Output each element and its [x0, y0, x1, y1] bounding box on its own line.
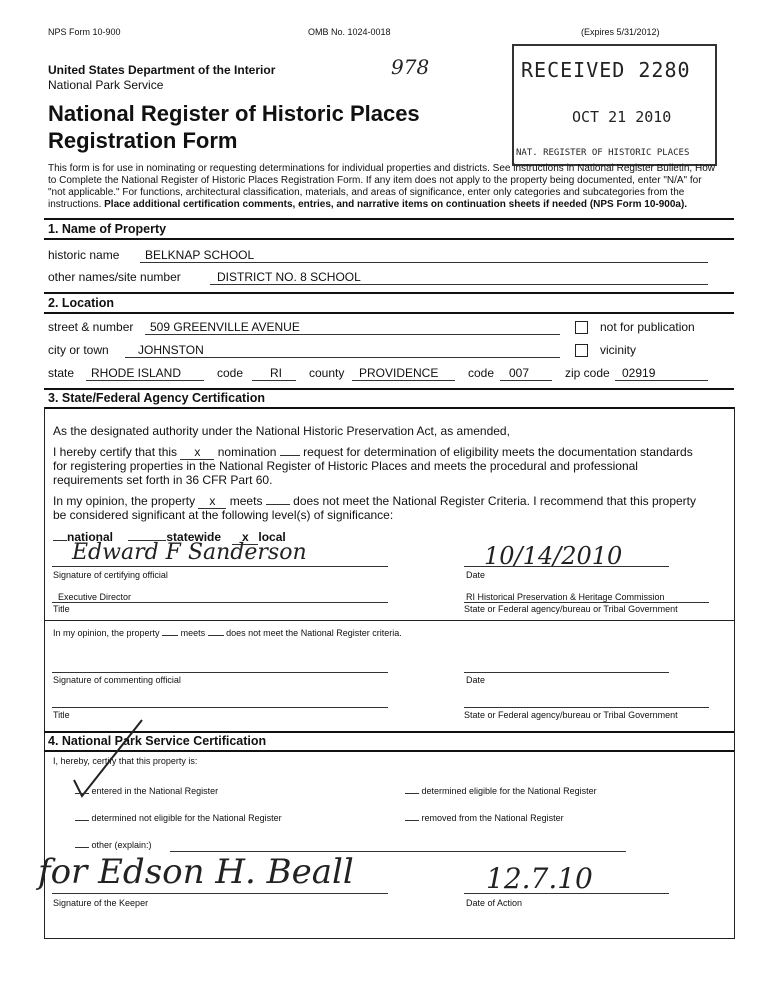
signature-label: Signature of certifying official	[53, 570, 168, 580]
form-border-right	[734, 407, 735, 939]
section-4-heading: 4. National Park Service Certification	[48, 734, 267, 748]
field-underline	[86, 380, 204, 381]
title-line	[52, 602, 388, 603]
opinion-text-b: meets	[229, 494, 263, 508]
removed-label: removed from the National Register	[421, 813, 564, 823]
other-blank[interactable]	[75, 847, 89, 848]
opinion-text-c: does not meet the National Register Criteria. I recommend that this property	[293, 494, 696, 508]
intro-line-4-normal: instructions.	[48, 199, 102, 210]
date-label: Date	[466, 570, 486, 580]
state-value[interactable]: RHODE ISLAND	[91, 366, 182, 380]
state-label: state	[48, 366, 75, 380]
commenting-title-line[interactable]	[52, 707, 388, 708]
department-name: United States Department of the Interior	[48, 63, 276, 77]
comment-opinion-a: In my opinion, the property	[53, 628, 160, 638]
section-divider	[44, 388, 734, 390]
section-divider	[44, 238, 734, 240]
section-divider	[44, 292, 734, 294]
field-underline	[500, 380, 552, 381]
intro-line-2: to Complete the National Register of Historic Places Registration Form. If any item does not apply to the property being documented, enter "N/A" for	[48, 175, 702, 186]
page-subtitle: Registration Form	[48, 128, 238, 153]
level-local: local	[258, 530, 286, 544]
not-eligible-blank[interactable]	[75, 820, 89, 821]
agency-value: RI Historical Preservation & Heritage Commission	[466, 592, 665, 602]
action-date-label: Date of Action	[466, 898, 523, 908]
field-underline	[125, 357, 560, 358]
certify-line-1	[53, 445, 693, 460]
other-names-value[interactable]: DISTRICT NO. 8 SCHOOL	[217, 270, 361, 284]
state-code-value[interactable]: RI	[270, 366, 282, 380]
intro-line-3: "not applicable." For functions, architectural classification, materials, and areas of significance, enter only categories and subcategories from the	[48, 187, 685, 198]
determined-eligible-blank[interactable]	[405, 793, 419, 794]
section-divider	[44, 407, 734, 409]
section-1-heading: 1. Name of Property	[48, 222, 167, 236]
historic-name-label: historic name	[48, 248, 120, 262]
certify-text-b: nomination	[217, 445, 277, 459]
zip-value[interactable]: 02919	[622, 366, 656, 380]
certify-text-c: request for determination of eligibility meets the documentation standards	[303, 445, 693, 459]
received-stamp-date: OCT 21 2010	[572, 108, 672, 126]
received-stamp-register: NAT. REGISTER OF HISTORIC PLACES	[516, 148, 690, 158]
section-2-heading: 2. Location	[48, 296, 114, 310]
comment-not-meet-blank[interactable]	[208, 635, 224, 636]
vicinity-checkbox[interactable]	[575, 344, 588, 357]
county-label: county	[309, 366, 345, 380]
zip-label: zip code	[565, 366, 610, 380]
state-code-label: code	[217, 366, 244, 380]
handwritten-number: 978	[391, 55, 430, 79]
certify-text-a: I hereby certify that this	[53, 445, 178, 459]
field-underline	[615, 380, 708, 381]
determined-eligible-label: determined eligible for the National Register	[421, 786, 597, 796]
street-label: street & number	[48, 320, 134, 334]
other-label: other (explain:)	[91, 840, 152, 850]
opinion-text-a: In my opinion, the property	[53, 494, 196, 508]
comment-opinion-c: does not meet the National Register criteria.	[226, 628, 402, 638]
level-statewide: statewide	[166, 530, 222, 544]
action-date-line	[464, 893, 669, 894]
county-code-value[interactable]: 007	[509, 366, 530, 380]
section-3-heading: 3. State/Federal Agency Certification	[48, 391, 265, 405]
county-code-label: code	[468, 366, 495, 380]
section-divider	[44, 312, 734, 314]
title-value: Executive Director	[58, 592, 132, 602]
field-underline	[210, 284, 708, 285]
removed-blank[interactable]	[405, 820, 419, 821]
opinion-not-meet-blank[interactable]	[266, 504, 290, 505]
keeper-signature-line	[52, 893, 388, 894]
certify-line-3: requirements set forth in 36 CFR Part 60.	[53, 473, 273, 487]
city-value[interactable]: JOHNSTON	[138, 343, 204, 357]
not-for-publication-checkbox[interactable]	[575, 321, 588, 334]
entered-label: entered in the National Register	[91, 786, 219, 796]
omb-number: OMB No. 1024-0018	[308, 27, 391, 37]
vicinity-label: vicinity	[600, 343, 637, 357]
certify-nomination-mark[interactable]: x	[180, 445, 214, 460]
opinion-line-1	[53, 494, 696, 509]
section-divider	[44, 218, 734, 220]
commenting-signature-label: Signature of commenting official	[53, 675, 181, 685]
commenting-date-label: Date	[466, 675, 486, 685]
section-divider	[44, 620, 734, 621]
certify-request-blank[interactable]	[280, 455, 300, 456]
not-for-publication-label: not for publication	[600, 320, 695, 334]
comment-meets-blank[interactable]	[162, 635, 178, 636]
entered-blank[interactable]	[75, 793, 89, 794]
not-eligible-label: determined not eligible for the National Register	[91, 813, 282, 823]
authority-text: As the designated authority under the National Historic Preservation Act, as amended,	[53, 424, 510, 438]
historic-name-value[interactable]: BELKNAP SCHOOL	[145, 248, 255, 262]
certify-line-2: for registering properties in the National Register of Historic Places and meets the procedural and professional	[53, 459, 638, 473]
intro-line-1: This form is for use in nominating or requesting determinations for individual properties and districts. See instructions in National Register Bulletin, How	[48, 163, 715, 174]
agency-line	[464, 602, 709, 603]
action-date: 12.7.10	[486, 862, 593, 895]
form-number: NPS Form 10-900	[48, 27, 121, 37]
county-value[interactable]: PROVIDENCE	[359, 366, 439, 380]
nps-cert-intro: I, hereby, certify that this property is:	[53, 756, 198, 766]
title-label: Title	[53, 604, 70, 614]
keeper-signature: for Edson H. Beall	[38, 852, 354, 892]
street-value[interactable]: 509 GREENVILLE AVENUE	[150, 320, 300, 334]
intro-line-4-bold: Place additional certification comments, entries, and narrative items on continuation sheets if needed (NPS Form 10-900a).	[104, 199, 688, 210]
commenting-agency-label: State or Federal agency/bureau or Tribal Government	[464, 710, 678, 720]
signature-line	[52, 566, 388, 567]
commenting-date-line[interactable]	[464, 672, 669, 673]
local-mark[interactable]: x	[232, 530, 258, 545]
other-option[interactable]	[75, 840, 152, 850]
field-underline	[252, 380, 296, 381]
opinion-line-2: be considered significant at the following level(s) of significance:	[53, 508, 394, 522]
national-blank[interactable]	[53, 540, 67, 541]
removed-option[interactable]	[405, 813, 564, 823]
service-name: National Park Service	[48, 78, 164, 92]
comment-opinion-line	[53, 628, 402, 638]
certifying-signature: Edward F Sanderson	[72, 540, 307, 565]
other-names-label: other names/site number	[48, 270, 181, 284]
expiration-date: (Expires 5/31/2012)	[581, 27, 660, 37]
intro-line-4	[48, 199, 687, 210]
field-underline	[140, 262, 708, 263]
field-underline	[145, 334, 560, 335]
city-label: city or town	[48, 343, 109, 357]
field-underline	[352, 380, 455, 381]
entered-option[interactable]	[75, 786, 218, 796]
not-eligible-option[interactable]	[75, 813, 282, 823]
level-national: national	[67, 530, 114, 544]
commenting-signature-line[interactable]	[52, 672, 388, 673]
received-stamp-text: RECEIVED 2280	[521, 58, 691, 82]
certifying-date: 10/14/2010	[484, 542, 623, 570]
date-line	[464, 566, 669, 567]
comment-opinion-b: meets	[180, 628, 206, 638]
agency-label: State or Federal agency/bureau or Tribal Government	[464, 604, 678, 614]
commenting-title-label: Title	[53, 710, 70, 720]
commenting-agency-line[interactable]	[464, 707, 709, 708]
keeper-signature-label: Signature of the Keeper	[53, 898, 149, 908]
form-border-bottom	[44, 938, 734, 939]
opinion-meets-mark[interactable]: x	[198, 494, 226, 509]
page-title: National Register of Historic Places	[48, 101, 420, 126]
determined-eligible-option[interactable]	[405, 786, 597, 796]
